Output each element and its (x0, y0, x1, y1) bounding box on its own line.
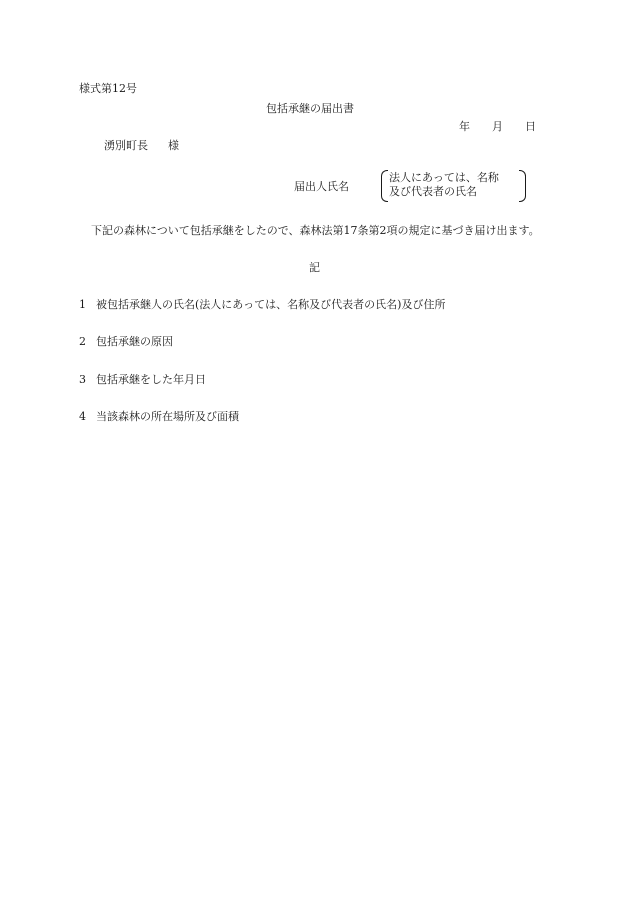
date-line (459, 120, 536, 134)
list-item (79, 298, 445, 312)
form-number: 様式第12号 (79, 82, 137, 95)
applicant-name-label: 届出人氏名 (294, 180, 349, 193)
date-day-label: 日 (525, 120, 536, 133)
item-number: 2 (79, 335, 86, 348)
list-item (79, 410, 239, 424)
item-text: 包括承継をした年月日 (96, 373, 206, 386)
applicant-note-bracket (381, 170, 526, 200)
document-title: 包括承継の届出書 (266, 102, 354, 115)
date-month-label: 月 (492, 120, 503, 133)
item-number: 4 (79, 410, 86, 423)
item-text: 包括承継の原因 (96, 335, 173, 348)
ki-heading: 記 (309, 261, 320, 274)
right-bracket (519, 170, 526, 202)
addressee-name: 湧別町長 (104, 139, 148, 152)
addressee (104, 139, 179, 153)
body-paragraph: 下記の森林について包括承継をしたので、森林法第17条第2項の規定に基づき届け出ます。 (91, 224, 540, 237)
list-item (79, 335, 173, 349)
applicant-note-line-2: 及び代表者の氏名 (389, 185, 477, 198)
list-item (79, 373, 206, 387)
applicant-note (389, 171, 499, 199)
item-text: 当該森林の所在場所及び面積 (96, 410, 239, 423)
date-year-label: 年 (459, 120, 470, 133)
applicant-note-line-1: 法人にあっては、名称 (389, 171, 499, 184)
item-number: 3 (79, 373, 86, 386)
left-bracket (381, 170, 388, 202)
item-number: 1 (79, 298, 86, 311)
addressee-honorific: 様 (168, 139, 179, 152)
item-text: 被包括承継人の氏名(法人にあっては、名称及び代表者の氏名)及び住所 (96, 298, 446, 311)
